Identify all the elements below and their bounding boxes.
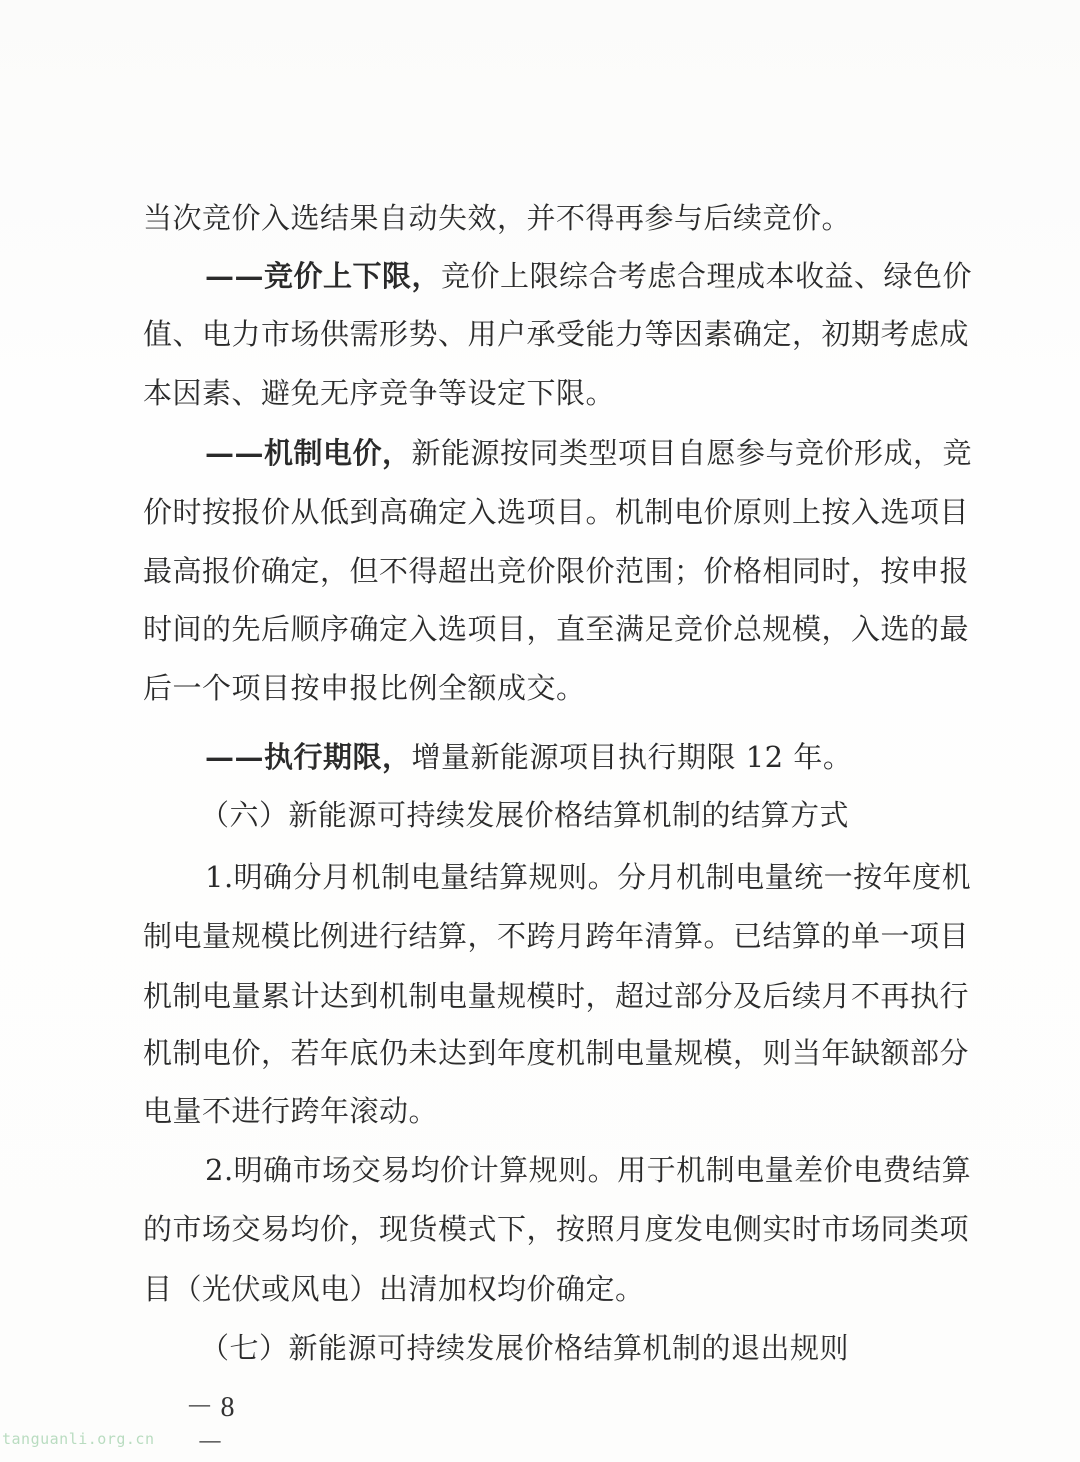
line-text: 价时按报价从低到高确定入选项目。机制电价原则上按入选项目 <box>143 495 970 529</box>
page-number: － 8 － <box>185 1392 235 1459</box>
paragraph-line <box>143 198 967 238</box>
bidding-limits-label: ——竞价上下限， <box>205 259 442 293</box>
heading-text: （六）新能源可持续发展价格结算机制的结算方式 <box>200 798 850 832</box>
paragraph-line <box>143 916 970 956</box>
line-text: 机制电量累计达到机制电量规模时，超过部分及后续月不再执行 <box>143 979 970 1013</box>
paragraph-line <box>205 1150 972 1190</box>
paragraph-line <box>205 433 973 473</box>
section-heading-six <box>200 795 962 835</box>
line-text: 竞价上限综合考虑合理成本收益、绿色价 <box>441 259 973 293</box>
section-heading-seven <box>200 1328 962 1368</box>
paragraph-line <box>205 737 967 777</box>
line-text: 增量新能源项目执行期限 12 年。 <box>411 740 853 774</box>
execution-period-label: ——执行期限， <box>205 740 412 774</box>
line-text: 的市场交易均价，现货模式下，按照月度发电侧实时市场同类项 <box>143 1212 970 1246</box>
paragraph-line <box>205 256 973 296</box>
paragraph-line <box>205 857 972 897</box>
line-text: 机制电价，若年底仍未达到年度机制电量规模，则当年缺额部分 <box>143 1036 970 1070</box>
line-text: 1.明确分月机制电量结算规则。分月机制电量统一按年度机 <box>205 860 972 894</box>
paragraph-line <box>143 1033 970 1073</box>
line-text: 新能源按同类型项目自愿参与竞价形成，竞 <box>411 436 973 470</box>
paragraph-line <box>143 1091 967 1131</box>
paragraph-line <box>143 551 970 591</box>
line-text: 电量不进行跨年滚动。 <box>143 1094 439 1128</box>
watermark: tanguanli.org.cn <box>2 1430 155 1448</box>
paragraph-line <box>143 976 970 1016</box>
paragraph-line <box>143 668 967 708</box>
line-text: 目（光伏或风电）出清加权均价确定。 <box>143 1272 645 1306</box>
paragraph-line <box>143 373 967 413</box>
paragraph-line <box>143 609 970 649</box>
line-text: 值、电力市场供需形势、用户承受能力等因素确定，初期考虑成 <box>143 317 970 351</box>
paragraph-line <box>143 492 970 532</box>
paragraph-line <box>143 314 970 354</box>
mechanism-price-label: ——机制电价， <box>205 436 412 470</box>
line-text: 时间的先后顺序确定入选项目，直至满足竞价总规模，入选的最 <box>143 612 970 646</box>
line-text: 本因素、避免无序竞争等设定下限。 <box>143 376 616 410</box>
paragraph-line <box>143 1269 967 1309</box>
line-text: 2.明确市场交易均价计算规则。用于机制电量差价电费结算 <box>205 1153 972 1187</box>
paragraph-line <box>143 1209 970 1249</box>
line-text: 最高报价确定，但不得超出竞价限价范围；价格相同时，按申报 <box>143 554 970 588</box>
line-text: 后一个项目按申报比例全额成交。 <box>143 671 586 705</box>
line-text: 当次竞价入选结果自动失效，并不得再参与后续竞价。 <box>143 201 852 235</box>
heading-text: （七）新能源可持续发展价格结算机制的退出规则 <box>200 1331 850 1365</box>
line-text: 制电量规模比例进行结算，不跨月跨年清算。已结算的单一项目 <box>143 919 970 953</box>
